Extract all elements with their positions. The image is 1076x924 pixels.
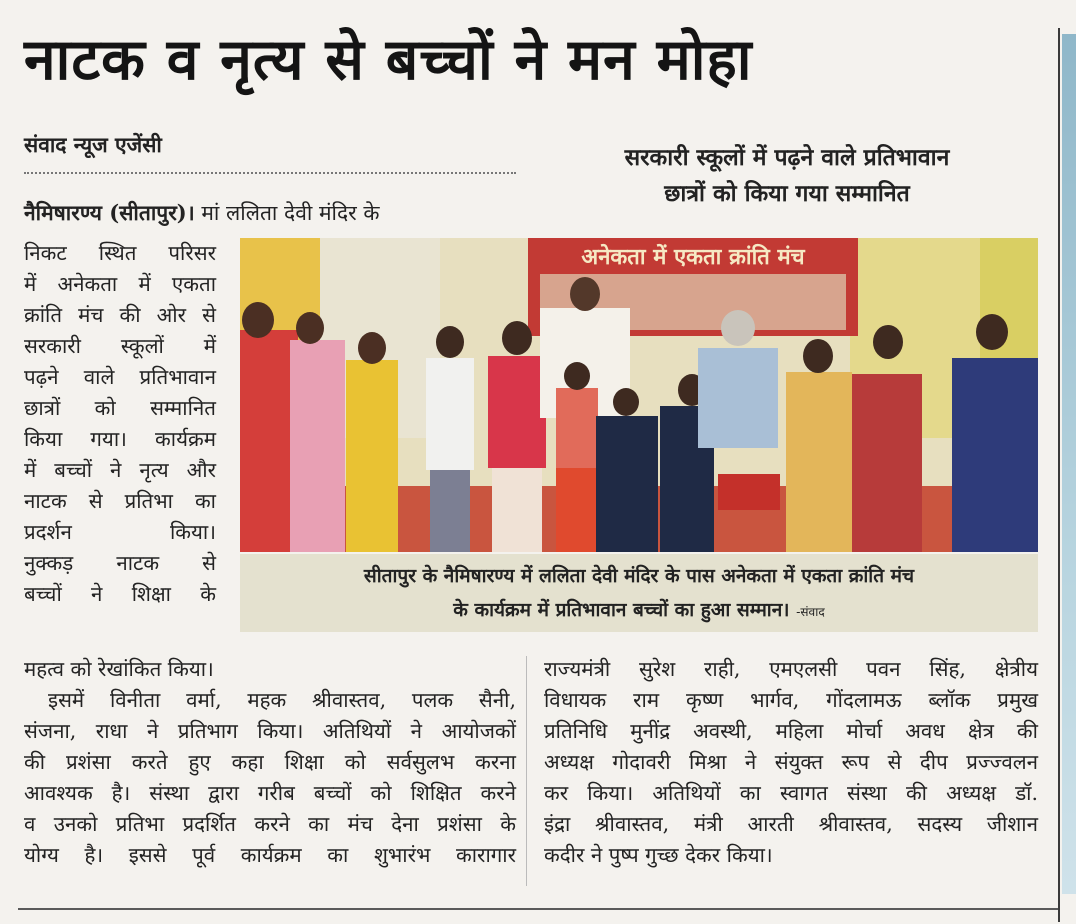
- lead-line: [24, 197, 516, 229]
- bottom-rule: [18, 908, 1058, 910]
- caption-line: सीतापुर के नैमिषारण्य में ललिता देवी मंदिर के पास अनेकता में एकता क्रांति मंच: [363, 565, 915, 587]
- column-rule: [1058, 28, 1060, 922]
- narrow-column: [24, 238, 216, 610]
- body-line: इंद्रा श्रीवास्तव, मंत्री आरती श्रीवास्तव, सदस्य जीशान: [544, 812, 1038, 836]
- dotted-divider: [24, 172, 516, 174]
- subheadline: [548, 140, 1026, 212]
- caption-line: [240, 593, 1038, 629]
- left-column: [24, 654, 516, 871]
- lead-text: मां ललिता देवी मंदिर के: [201, 201, 380, 225]
- body-line: बच्चों ने शिक्षा के: [24, 582, 216, 606]
- body-line: व उनको प्रतिभा प्रदर्शित करने का मंच देना प्रशंसा के: [24, 812, 516, 836]
- body-line: नाटक से प्रतिभा का: [24, 489, 216, 513]
- body-line: निकट स्थित परिसर: [24, 241, 216, 265]
- body-line: प्रदर्शन किया।: [24, 520, 216, 544]
- column-divider: [526, 656, 527, 886]
- body-line: में बच्चों ने नृत्य और: [24, 458, 216, 482]
- body-line: प्रतिनिधि मुनींद्र अवस्थी, महिला मोर्चा अवध क्षेत्र की: [544, 719, 1038, 743]
- photo-illustration: [240, 238, 1038, 552]
- caption-text: के कार्यक्रम में प्रतिभावान बच्चों का हुआ सम्मान।: [453, 599, 790, 621]
- body-line: योग्य है। इससे पूर्व कार्यक्रम का शुभारंभ कारागार: [24, 843, 516, 867]
- news-photo: [240, 238, 1038, 552]
- photo-caption: [240, 554, 1038, 632]
- banner-text: अनेकता में एकता क्रांति मंच: [581, 245, 805, 270]
- body-line: कर किया। अतिथियों का स्वागत संस्था की अध्यक्ष डॉ.: [544, 781, 1038, 805]
- adjacent-page-edge: [1062, 34, 1076, 894]
- body-line: क्रांति मंच की ओर से: [24, 303, 216, 327]
- body-line: की प्रशंसा करते हुए कहा शिक्षा को सर्वसुलभ करना: [24, 750, 516, 774]
- right-column: [544, 654, 1038, 871]
- body-line: नुक्कड़ नाटक से: [24, 551, 216, 575]
- body-line: पढ़ने वाले प्रतिभावान: [24, 365, 216, 389]
- byline: संवाद न्यूज एजेंसी: [24, 133, 162, 157]
- body-line: राज्यमंत्री सुरेश राही, एमएलसी पवन सिंह, क्षेत्रीय: [544, 657, 1038, 681]
- photo-credit: -संवाद: [796, 605, 825, 619]
- body-line: अध्यक्ष गोदावरी मिश्रा ने संयुक्त रूप से दीप प्रज्ज्वलन: [544, 750, 1038, 774]
- body-line: में अनेकता में एकता: [24, 272, 216, 296]
- subheadline-line: सरकारी स्कूलों में पढ़ने वाले प्रतिभावान: [624, 145, 950, 171]
- body-line: संजना, राधा ने प्रतिभाग किया। अतिथियों ने आयोजकों: [24, 719, 516, 743]
- headline: नाटक व नृत्य से बच्चों ने मन मोहा: [24, 27, 753, 93]
- body-line: किया गया। कार्यक्रम: [24, 427, 216, 451]
- body-line: इसमें विनीता वर्मा, महक श्रीवास्तव, पलक सैनी,: [48, 688, 516, 712]
- body-line: कदीर ने पुष्प गुच्छ देकर किया।: [544, 843, 773, 867]
- body-line: महत्व को रेखांकित किया।: [24, 657, 214, 681]
- dateline: नैमिषारण्य (सीतापुर)।: [24, 200, 195, 225]
- body-line: विधायक राम कृष्ण भार्गव, गोंदलामऊ ब्लॉक प्रमुख: [544, 688, 1038, 712]
- subheadline-line: छात्रों को किया गया सम्मानित: [664, 181, 910, 207]
- body-line: सरकारी स्कूलों में: [24, 334, 216, 358]
- body-line: आवश्यक है। संस्था द्वारा गरीब बच्चों को शिक्षित करने: [24, 781, 516, 805]
- body-line: छात्रों को सम्मानित: [24, 396, 216, 420]
